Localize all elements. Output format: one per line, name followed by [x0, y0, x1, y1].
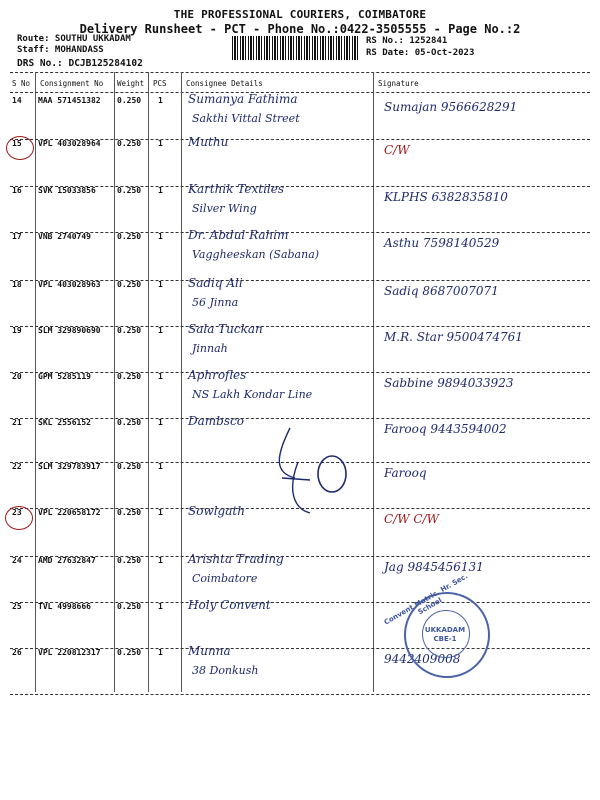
rs-number: RS No.: 1252841 [366, 36, 448, 46]
row-sno: 21 [12, 418, 22, 427]
row-pcs: 1 [158, 462, 163, 471]
row-sno: 26 [12, 648, 22, 657]
row-sno: 19 [12, 326, 22, 335]
row-signature: C/W C/W [384, 512, 439, 526]
row-pcs: 1 [158, 96, 163, 105]
col-consignment: Consignment No [40, 79, 104, 88]
row-sno: 17 [12, 232, 22, 241]
row-sno: 15 [12, 139, 22, 148]
row-sno: 22 [12, 462, 22, 471]
row-consignee-name: Holy Convent [188, 598, 271, 612]
row-consignment-no: TVL 4998666 [38, 602, 91, 611]
red-circle-mark [5, 506, 33, 530]
row-consignee-address: 56 Jinna [192, 296, 239, 309]
row-consignee-address: NS Lakh Kondar Line [192, 388, 313, 401]
row-weight: 0.250 [117, 372, 142, 381]
row-consignee-address: Sakthi Vittal Street [192, 112, 300, 125]
col-weight: Weight [117, 79, 145, 88]
row-weight: 0.250 [117, 186, 142, 195]
header-rule-bottom [10, 92, 590, 93]
row-consignment-no: VPL 220812317 [38, 648, 101, 657]
row-weight: 0.250 [117, 96, 142, 105]
row-consignment-no: MAA 571451382 [38, 96, 101, 105]
row-separator [10, 232, 590, 233]
runsheet-subtitle: Delivery Runsheet - PCT - Phone No.:0422-3505555 - Page No.:2 [79, 22, 521, 36]
row-consignment-no: SVK 15033856 [38, 186, 96, 195]
row-signature: M.R. Star 9500474761 [384, 330, 523, 344]
row-consignee-name: Aphrofles [188, 368, 247, 382]
red-circle-mark [6, 136, 34, 160]
header-rule-top [10, 72, 590, 73]
row-sno: 14 [12, 96, 22, 105]
row-weight: 0.250 [117, 462, 142, 471]
staff-label: Staff: MOHANDASS [17, 45, 104, 55]
row-weight: 0.250 [117, 326, 142, 335]
row-separator [10, 372, 590, 373]
col-divider [35, 72, 36, 692]
row-consignee-address: Jinnah [192, 342, 228, 355]
row-consignee-address: Vaggheeskan (Sabana) [192, 248, 320, 261]
row-pcs: 1 [158, 186, 163, 195]
row-signature: Farooq 9443594002 [384, 422, 507, 436]
row-consignment-no: VPL 220658172 [38, 508, 101, 517]
row-consignment-no: SLM 329783917 [38, 462, 101, 471]
col-divider [181, 72, 182, 692]
col-pcs: PCS [153, 79, 167, 88]
row-consignee-name: Sadiq Ali [188, 276, 243, 290]
row-weight: 0.250 [117, 602, 142, 611]
row-pcs: 1 [158, 556, 163, 565]
row-sno: 16 [12, 186, 22, 195]
bracket-scribble [270, 418, 360, 518]
route-label: Route: SOUTHU UKKADAM [17, 34, 131, 44]
row-pcs: 1 [158, 508, 163, 517]
row-pcs: 1 [158, 232, 163, 241]
row-signature: Sadiq 8687007071 [384, 284, 499, 298]
row-consignee-address: 38 Donkush [192, 664, 259, 677]
row-consignment-no: VPL 403028963 [38, 280, 101, 289]
col-divider [148, 72, 149, 692]
row-consignment-no: VNB 2740749 [38, 232, 91, 241]
row-weight: 0.250 [117, 556, 142, 565]
row-sno: 23 [12, 508, 22, 517]
row-pcs: 1 [158, 326, 163, 335]
row-consignment-no: GPM 5285119 [38, 372, 91, 381]
row-consignment-no: VPL 403028964 [38, 139, 101, 148]
row-separator [10, 694, 590, 695]
row-signature: C/W [384, 143, 410, 157]
row-sno: 24 [12, 556, 22, 565]
company-title: THE PROFESSIONAL COURIERS, COIMBATORE [173, 8, 427, 21]
row-consignee-name: Karthik Textiles [188, 182, 285, 196]
row-consignee-name: Sala Tuckan [188, 322, 263, 336]
row-sno: 25 [12, 602, 22, 611]
row-weight: 0.250 [117, 280, 142, 289]
col-divider [114, 72, 115, 692]
row-signature: Farooq [384, 466, 427, 480]
row-weight: 0.250 [117, 418, 142, 427]
row-consignee-name: Sowlgath [188, 504, 245, 518]
row-signature: Sabbine 9894033923 [384, 376, 514, 390]
barcode [232, 36, 360, 60]
row-separator [10, 186, 590, 187]
row-pcs: 1 [158, 648, 163, 657]
row-pcs: 1 [158, 372, 163, 381]
col-divider [373, 72, 374, 692]
row-sno: 18 [12, 280, 22, 289]
row-pcs: 1 [158, 139, 163, 148]
stamp-inner-text: UKKADAM CBE-1 [424, 626, 466, 643]
row-signature: Asthu 7598140529 [384, 236, 500, 250]
row-consignment-no: AMD 27632847 [38, 556, 96, 565]
row-signature: Jag 9845456131 [384, 560, 484, 574]
row-consignee-address: Silver Wing [192, 202, 257, 215]
row-consignment-no: SKL 2556152 [38, 418, 91, 427]
row-consignee-name: Muthu [188, 135, 229, 149]
rs-date: RS Date: 05-Oct-2023 [366, 48, 475, 58]
row-consignee-name: Dambsco [188, 414, 244, 428]
row-consignee-name: Munna [188, 644, 231, 658]
drs-number: DRS No.: DCJB125284102 [17, 58, 143, 69]
col-signature: Signature [378, 79, 419, 88]
row-separator [10, 556, 590, 557]
row-weight: 0.250 [117, 232, 142, 241]
col-sno: S No [12, 79, 31, 88]
row-consignee-address: Coimbatore [192, 572, 258, 585]
row-signature: KLPHS 6382835810 [384, 190, 508, 204]
row-separator [10, 602, 590, 603]
row-weight: 0.250 [117, 648, 142, 657]
row-consignee-name: Sumanya Fathima [188, 92, 298, 106]
row-consignment-no: SLM 329890690 [38, 326, 101, 335]
row-pcs: 1 [158, 280, 163, 289]
row-consignee-name: Arishta Trading [188, 552, 284, 566]
row-weight: 0.250 [117, 139, 142, 148]
row-pcs: 1 [158, 602, 163, 611]
col-consignee: Consignee Details [186, 79, 263, 88]
row-consignee-name: Dr. Abdul Rahim [188, 228, 289, 242]
row-sno: 20 [12, 372, 22, 381]
row-signature: Sumajan 9566628291 [384, 100, 518, 114]
row-pcs: 1 [158, 418, 163, 427]
stamp-outer-text: Convent Matric. Hr. Sec. School [382, 572, 470, 627]
row-weight: 0.250 [117, 508, 142, 517]
row-signature: 9442409008 [384, 652, 461, 666]
